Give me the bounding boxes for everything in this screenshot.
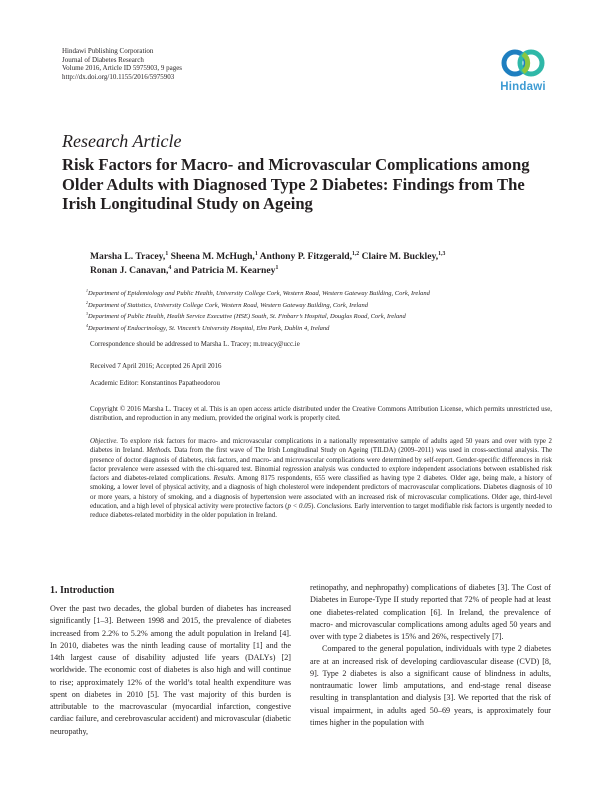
abstract-p-value: p < 0.05 <box>287 503 312 511</box>
volume-info: Volume 2016, Article ID 5975903, 9 pages <box>62 64 183 73</box>
abstract-objective: To explore risk factors for macro- and microvascular complications in a nationally representative sample of adults aged 50 years and over with type 2 diabetes in Ireland. <box>90 438 552 455</box>
abstract <box>90 437 552 521</box>
author: Sheena M. McHugh,$^1$ <box>170 250 258 262</box>
abstract-conclusions: Early intervention to target modifiable risk factors is urgently needed to reduce diabetes-related morbidity in the older population in Ireland. <box>90 503 553 520</box>
affiliation: $^1$Department of Epidemiology and Public Health, University College Cork, Western Road, Western Gateway Building, Cork, Ireland <box>86 288 430 297</box>
logo-wordmark: Hindawi <box>500 81 546 93</box>
affiliation-list <box>86 288 566 334</box>
abstract-results-label: Results. <box>210 475 236 483</box>
author: Ronan J. Canavan,$^4$ <box>90 264 172 276</box>
author: and Patricia M. Kearney$^1$ <box>173 264 279 276</box>
hindawi-logo-mark-icon <box>494 44 552 82</box>
paragraph: Over the past two decades, the global burden of diabetes has increased significantly [1–3]. Between 1998 and 2015, the prevalence of diabetes increased from 2.2% to 5.2% among the adult population in Ireland [4]. In 2010, diabetes was the ninth leading cause of mortality [1] and the 14th largest cause of disability adjusted life years (DALYs) [2] worldwide. The economic cost of diabetes is also high and will continue to rise; approximately 12% of the world’s total health expenditure was spent on diabetes in 2010 [5]. The vast majority of this burden is attributable to the macrovascular (myocardial infarction, congestive cardiac failure, and cerebrovascular accident) and microvascular (diabetic neuropathy, <box>50 604 291 736</box>
section-heading: 1. Introduction <box>50 585 115 596</box>
article-type: Research Article <box>62 131 182 151</box>
article-title: Risk Factors for Macro- and Microvascular Complications among Older Adults with Diagnosed Type 2 Diabetes: Findings from The Irish Longitudinal Study on Ageing <box>62 155 530 213</box>
paragraph: Compared to the general population, individuals with type 2 diabetes are at an increased risk of developing cardiovascular disease (CVD) [8, 9]. Type 2 diabetes is also a significant cause of blindness in adults, nontraumatic lower limb amputations, and end-stage renal disease resulting in transplantation and dialysis [3]. We reported that the risk of visual impairment, in adults aged 50–69 years, is approximately four times higher in the population with <box>310 644 551 727</box>
abstract-methods: Data from the first wave of The Irish Longitudinal Study on Ageing (TILDA) (2009–2011) was used in cross-sectional analysis. The presence of doctor diagnosis of diabetes, risk factors, and macro- and microvascular complications were determined by self-report. Gender-specific differences in risk factor prevalence were assessed with the chi-squared test. Binomial regression analysis was conducted to explore independent associations between established risk factors and diabetes-related complications. <box>90 447 552 483</box>
abstract-methods-label: Methods. <box>143 447 172 455</box>
academic-editor: Academic Editor: Konstantinos Papatheodorou <box>90 380 220 387</box>
author: Claire M. Buckley,$^{1,3}$ <box>361 250 446 262</box>
hindawi-logo <box>494 44 552 98</box>
body-column-left <box>50 603 291 738</box>
paragraph: retinopathy, and nephropathy) complications of diabetes [3]. The Cost of Diabetes in Europe-Type II study reported that 72% of people had at least one diabetes-related complication [6]. In Ireland, the prevalence of macro- and microvascular complications among adults aged 50 years and over with type 2 diabetes is 15% and 26%, respectively [7]. <box>310 583 551 641</box>
abstract-results-end: ). <box>311 503 316 511</box>
abstract-objective-label: Objective. <box>90 438 119 445</box>
author-list <box>90 250 570 278</box>
received-dates: Received 7 April 2016; Accepted 26 April 2016 <box>90 363 222 370</box>
journal-name: Journal of Diabetes Research <box>62 55 144 64</box>
affiliation: $^4$Department of Endocrinology, St. Vincent’s University Hospital, Elm Park, Dublin 4, Ireland <box>86 323 330 332</box>
author: Marsha L. Tracey,$^1$ <box>90 250 169 262</box>
copyright-notice: Copyright © 2016 Marsha L. Tracey et al. This is an open access article distributed under the Creative Commons Attribution License, which permits unrestricted use, distribution, and reproduction in any medium, provided the original work is properly cited. <box>90 406 552 423</box>
affiliation: $^3$Department of Public Health, Health Service Executive (HSE) South, St. Finbarr’s Hospital, Douglas Road, Cork, Ireland <box>86 312 406 321</box>
publisher-name: Hindawi Publishing Corporation <box>62 47 154 55</box>
journal-header <box>62 47 182 81</box>
correspondence: Correspondence should be addressed to Marsha L. Tracey; m.treacy@ucc.ie <box>90 341 300 348</box>
abstract-conclusions-label: Conclusions. <box>315 503 353 511</box>
abstract-results: Among 8175 respondents, 655 were classified as having type 2 diabetes. Older age, being male, a history of smoking, a lower level of physical activity, and a diagnosis of high cholesterol were independent predictors of macrovascular complications. Diabetes diagnosis of 10 or more years, a history of smoking, and a diagnosis of hypertension were associated with an increased risk of microvascular complications. Older age, third-level education, and a high level of physical activity were protective factors ( <box>90 475 553 511</box>
doi-link[interactable]: http://dx.doi.org/10.1155/2016/5975903 <box>62 72 175 81</box>
author: Anthony P. Fitzgerald,$^{1,2}$ <box>259 250 360 262</box>
affiliation: $^2$Department of Statistics, University College Cork, Western Road, Western Gateway Building, Cork, Ireland <box>86 300 368 309</box>
body-column-right <box>310 582 551 729</box>
